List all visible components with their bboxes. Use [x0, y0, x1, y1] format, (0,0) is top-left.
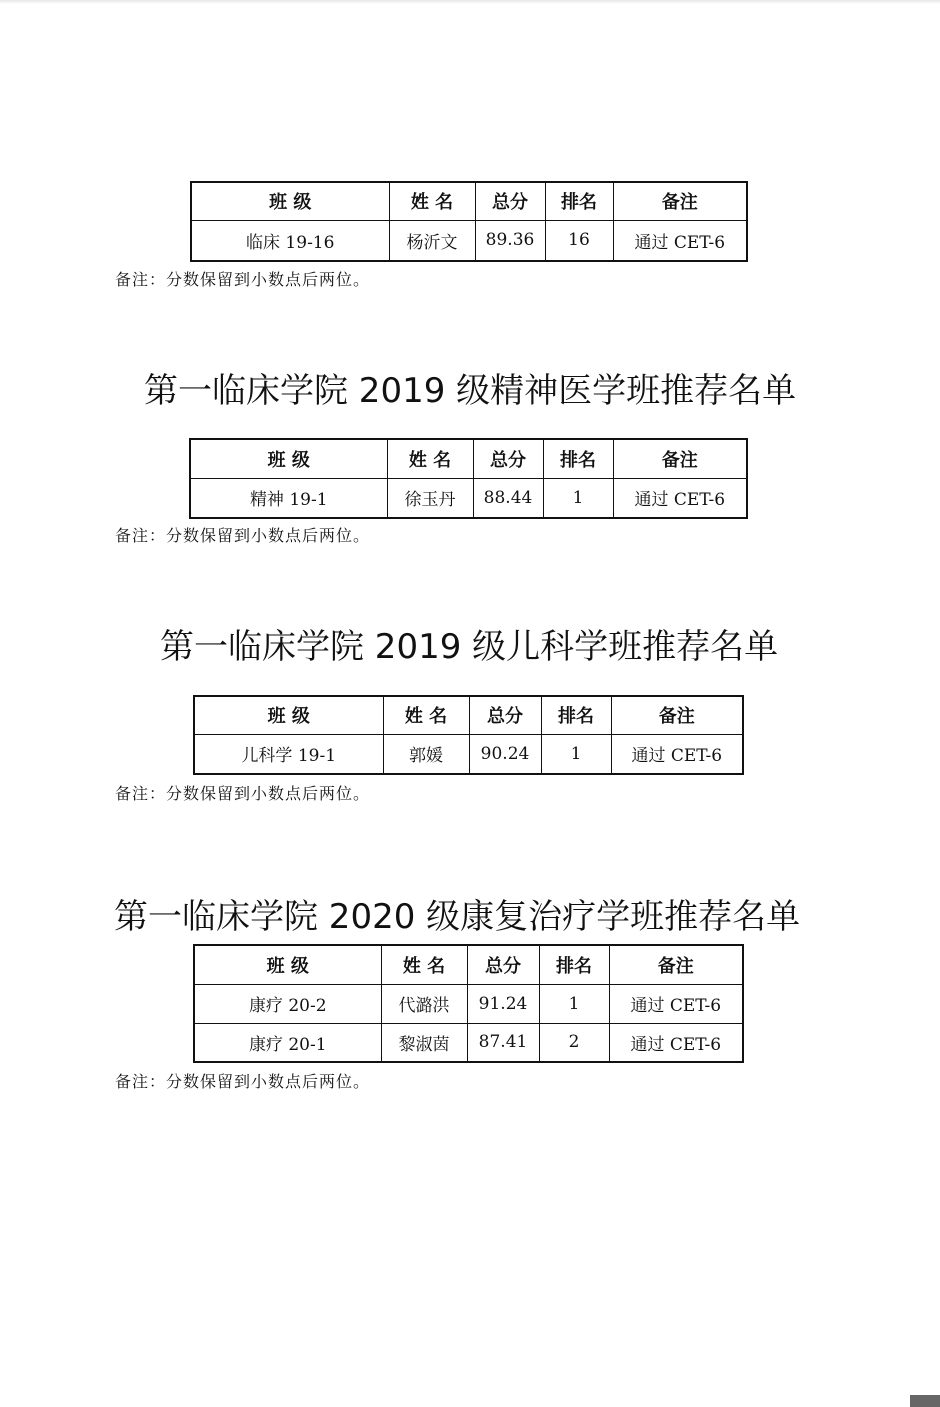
- cell-total-score: 88.44: [473, 478, 543, 518]
- cell-name: 杨沂文: [389, 220, 475, 261]
- table-note: 备注：分数保留到小数点后两位。: [115, 1072, 371, 1091]
- recommendation-table-pediatrics: [193, 695, 744, 775]
- recommendation-table-rehabilitation: [193, 944, 744, 1063]
- header-rank: 排名: [539, 945, 609, 984]
- cell-rank: 1: [541, 734, 611, 774]
- cell-remark: 通过 CET-6: [613, 478, 747, 518]
- table-note: 备注：分数保留到小数点后两位。: [115, 526, 371, 545]
- header-remark: 备注: [613, 439, 747, 478]
- table-row: [190, 478, 747, 518]
- header-name: 姓 名: [389, 182, 475, 220]
- table-header-row: [190, 439, 747, 478]
- scan-edge: [0, 0, 940, 4]
- table-header-row: [194, 945, 743, 984]
- cell-remark: 通过 CET-6: [609, 1023, 743, 1062]
- cell-class: 临床 19-16: [191, 220, 389, 261]
- header-total-score: 总分: [467, 945, 539, 984]
- header-class: 班 级: [190, 439, 387, 478]
- cell-remark: 通过 CET-6: [613, 220, 747, 261]
- recommendation-table-clinical: [190, 181, 748, 262]
- header-class: 班 级: [194, 945, 381, 984]
- header-rank: 排名: [541, 696, 611, 734]
- cell-rank: 1: [539, 984, 609, 1023]
- header-class: 班 级: [191, 182, 389, 220]
- header-remark: 备注: [609, 945, 743, 984]
- scan-corner-mark: [910, 1395, 940, 1407]
- header-total-score: 总分: [475, 182, 545, 220]
- cell-name: 郭媛: [383, 734, 469, 774]
- cell-remark: 通过 CET-6: [609, 984, 743, 1023]
- table-header-row: [191, 182, 747, 220]
- header-remark: 备注: [611, 696, 743, 734]
- header-total-score: 总分: [473, 439, 543, 478]
- header-name: 姓 名: [381, 945, 467, 984]
- header-remark: 备注: [613, 182, 747, 220]
- header-rank: 排名: [543, 439, 613, 478]
- table-note: 备注：分数保留到小数点后两位。: [115, 270, 371, 289]
- cell-name: 黎淑茵: [381, 1023, 467, 1062]
- cell-class: 儿科学 19-1: [194, 734, 383, 774]
- cell-total-score: 87.41: [467, 1023, 539, 1062]
- header-class: 班 级: [194, 696, 383, 734]
- cell-total-score: 89.36: [475, 220, 545, 261]
- header-name: 姓 名: [383, 696, 469, 734]
- cell-class: 康疗 20-2: [194, 984, 381, 1023]
- recommendation-table-psychiatry: [189, 438, 748, 519]
- cell-remark: 通过 CET-6: [611, 734, 743, 774]
- cell-total-score: 91.24: [467, 984, 539, 1023]
- section-title-psychiatry: 第一临床学院 2019 级精神医学班推荐名单: [144, 371, 797, 411]
- table-row: [194, 734, 743, 774]
- header-total-score: 总分: [469, 696, 541, 734]
- cell-rank: 16: [545, 220, 613, 261]
- section-title-rehabilitation: 第一临床学院 2020 级康复治疗学班推荐名单: [114, 897, 801, 937]
- table-header-row: [194, 696, 743, 734]
- table-note: 备注：分数保留到小数点后两位。: [115, 784, 371, 803]
- header-name: 姓 名: [387, 439, 473, 478]
- cell-total-score: 90.24: [469, 734, 541, 774]
- cell-name: 徐玉丹: [387, 478, 473, 518]
- cell-rank: 1: [543, 478, 613, 518]
- section-title-pediatrics: 第一临床学院 2019 级儿科学班推荐名单: [160, 627, 779, 667]
- cell-rank: 2: [539, 1023, 609, 1062]
- header-rank: 排名: [545, 182, 613, 220]
- cell-class: 康疗 20-1: [194, 1023, 381, 1062]
- table-row: [191, 220, 747, 261]
- table-row: [194, 1023, 743, 1062]
- cell-name: 代潞洪: [381, 984, 467, 1023]
- cell-class: 精神 19-1: [190, 478, 387, 518]
- table-row: [194, 984, 743, 1023]
